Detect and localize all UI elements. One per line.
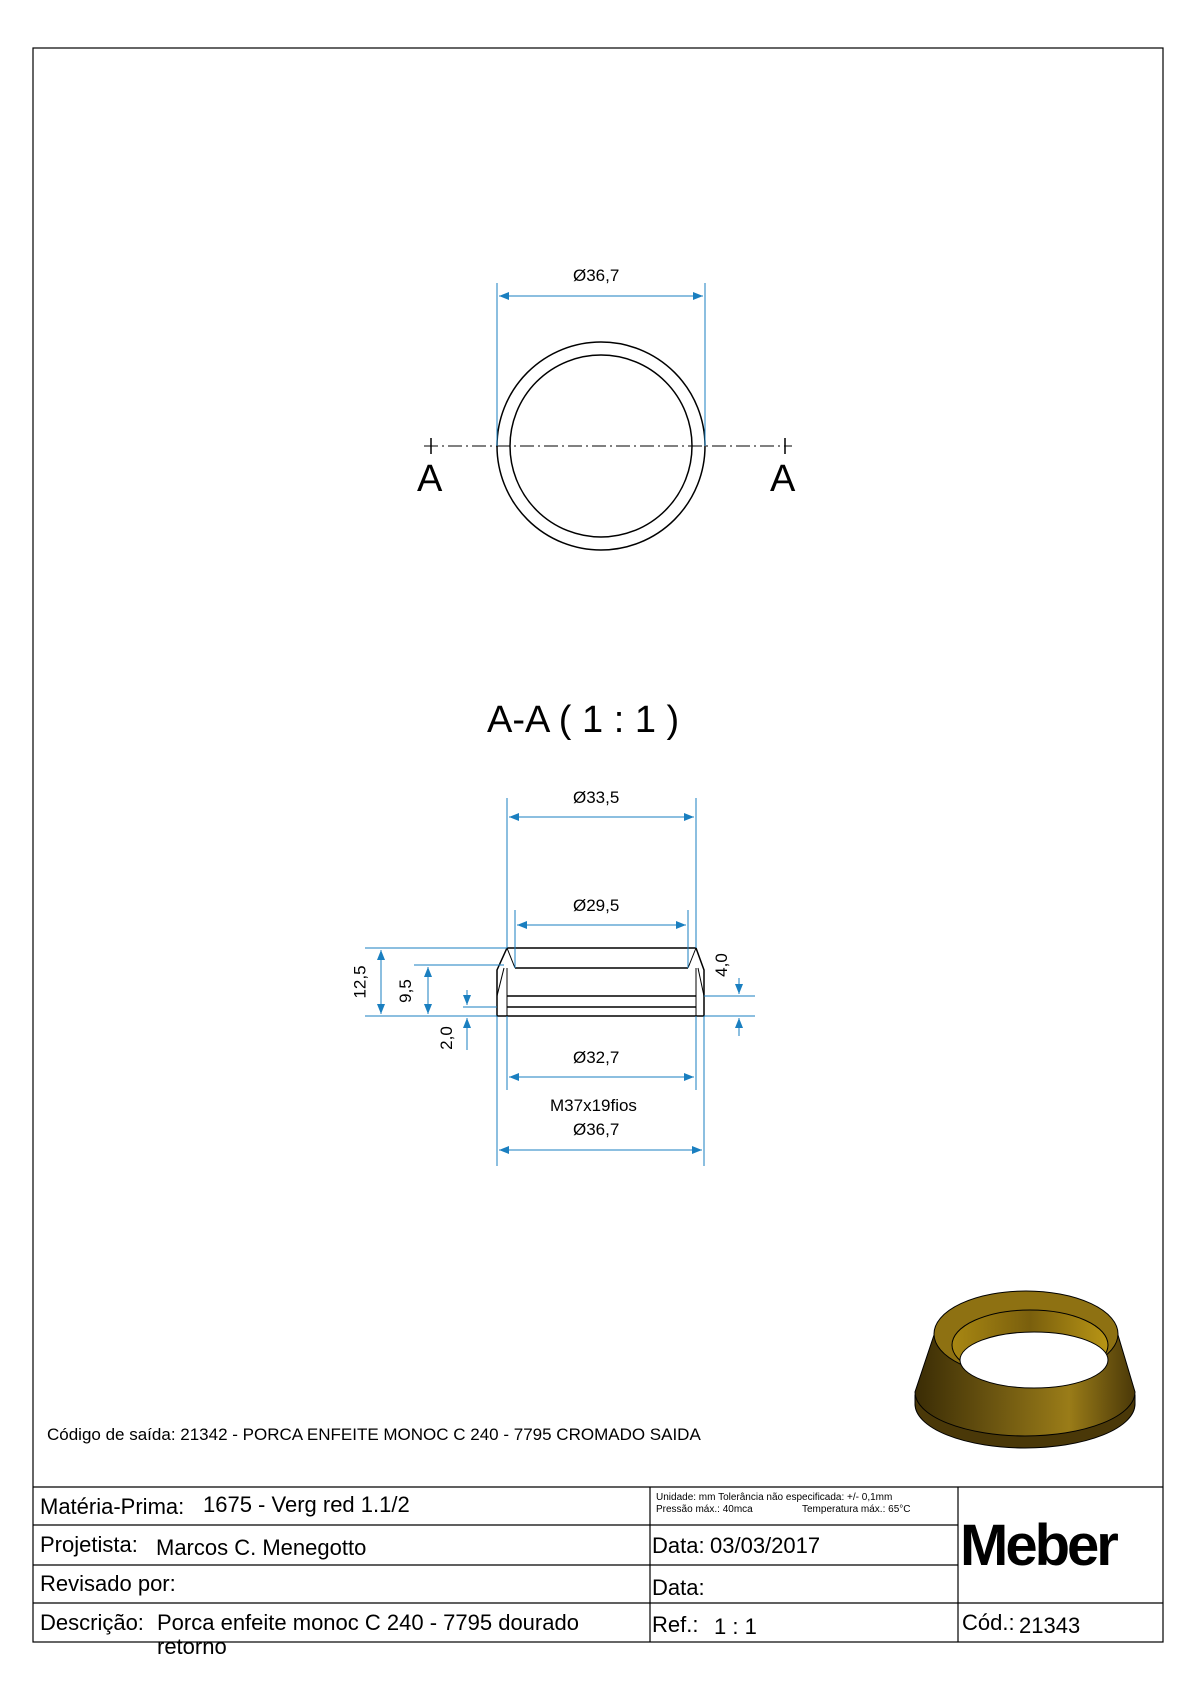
revisado-label: Revisado por: xyxy=(40,1571,176,1596)
section-mark-left: A xyxy=(417,458,443,500)
ref-value: 1 : 1 xyxy=(714,1614,757,1639)
top-view-dimension xyxy=(497,283,705,446)
top-view xyxy=(424,342,792,550)
dim-right-height: 4,0 xyxy=(711,953,731,977)
part-3d-render xyxy=(915,1291,1135,1448)
notes-line2-a: Pressão máx.: 40mca xyxy=(656,1504,753,1515)
descricao-label: Descrição: xyxy=(40,1610,144,1635)
cod-label: Cód.: xyxy=(962,1610,1015,1635)
projetista-label: Projetista: xyxy=(40,1532,138,1557)
data-value-1: 03/03/2017 xyxy=(710,1533,821,1558)
top-diameter-label: Ø36,7 xyxy=(573,266,620,285)
data-label-2: Data: xyxy=(652,1575,705,1600)
descricao-value-line2: retorno xyxy=(157,1634,227,1659)
data-label-1: Data: xyxy=(652,1533,705,1558)
notes-line2-b: Temperatura máx.: 65°C xyxy=(802,1504,911,1515)
ref-label: Ref.: xyxy=(652,1612,699,1637)
materia-prima-value: 1675 - Verg red 1.1/2 xyxy=(203,1492,410,1517)
codigo-saida: Código de saída: 21342 - PORCA ENFEITE MONOC C 240 - 7795 CROMADO SAIDA xyxy=(47,1425,701,1444)
projetista-value: Marcos C. Menegotto xyxy=(156,1535,367,1560)
dim-inner-top: Ø29,5 xyxy=(573,896,620,915)
section-profile xyxy=(497,948,704,1016)
dim-height-base: 2,0 xyxy=(436,1026,456,1050)
dim-outer-top: Ø33,5 xyxy=(573,788,620,807)
materia-prima-label: Matéria-Prima: xyxy=(40,1494,185,1519)
dim-inner-bottom: Ø32,7 xyxy=(573,1048,620,1067)
dim-outer-bottom: Ø36,7 xyxy=(573,1120,620,1139)
cod-value: 21343 xyxy=(1019,1613,1081,1638)
notes-line1: Unidade: mm Tolerância não especificada: +/- 0,1mm xyxy=(656,1492,893,1503)
company-logo: Meber xyxy=(960,1513,1116,1578)
thread-label: M37x19fios xyxy=(550,1096,637,1115)
descricao-value-line1: Porca enfeite monoc C 240 - 7795 dourado xyxy=(157,1610,579,1635)
dim-height-mid: 9,5 xyxy=(395,979,415,1003)
section-mark-right: A xyxy=(770,458,796,500)
section-title: A-A ( 1 : 1 ) xyxy=(487,699,680,741)
dim-height-total: 12,5 xyxy=(350,965,370,999)
